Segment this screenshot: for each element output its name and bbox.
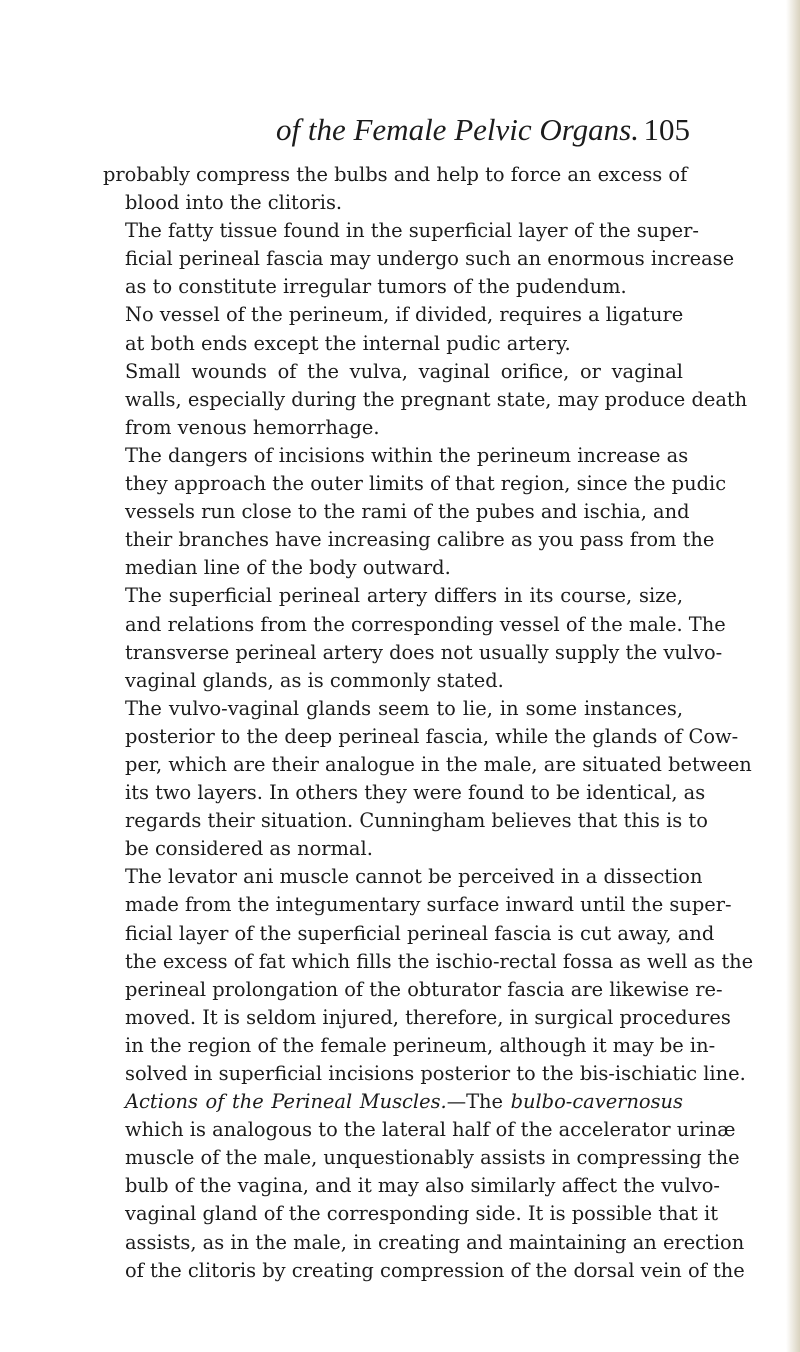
text-line: which is analogous to the lateral half of the accelerator urinæ	[125, 1118, 736, 1142]
text-line: No vessel of the perineum, if divided, requires a ligature	[125, 303, 684, 327]
text-line: and relations from the corresponding vessel of the male. The	[125, 612, 726, 636]
text-line: its two layers. In others they were found to be identical, as	[125, 781, 706, 805]
text-line: assists, as in the male, in creating and maintaining an erection	[125, 1230, 745, 1254]
text-line: The vulvo-vaginal glands seem to lie, in some instances,	[125, 696, 683, 720]
text-line: vaginal gland of the corresponding side. It is possible that it	[125, 1202, 719, 1226]
text-line: The dangers of incisions within the perineum increase as	[125, 443, 689, 467]
text-line: The superficial perineal artery differs in its course, size,	[125, 584, 683, 608]
text-line: walls, especially during the pregnant state, may produce death	[125, 387, 748, 411]
running-header	[276, 110, 690, 150]
actions-section-line	[103, 1088, 683, 1116]
text-line: solved in superficial incisions posterior to the bis-ischiatic line.	[125, 1062, 746, 1085]
text-line: The fatty tissue found in the superficial layer of the super-	[125, 219, 699, 243]
italic-term: bulbo-cavernosus	[510, 1090, 683, 1114]
text-line: at both ends except the internal pudic artery.	[125, 331, 571, 355]
text-line: median line of the body outward.	[125, 556, 451, 580]
text-line: the excess of fat which fills the ischio-rectal fossa as well as the	[125, 949, 754, 973]
text-line: from venous hemorrhage.	[125, 415, 380, 439]
text-line: vaginal glands, as is commonly stated.	[125, 668, 504, 692]
section-heading: Actions of the Perineal Muscles.	[125, 1090, 447, 1114]
text-line: made from the integumentary surface inward until the super-	[125, 893, 732, 917]
page-edge-shadow	[786, 0, 800, 1352]
text-line: transverse perineal artery does not usually supply the vulvo-	[125, 640, 723, 664]
text-line: as to constitute irregular tumors of the pudendum.	[125, 275, 627, 299]
text-line: blood into the clitoris.	[125, 191, 343, 215]
text-line: muscle of the male, unquestionably assists in compressing the	[125, 1146, 740, 1170]
text-line: vessels run close to the rami of the pubes and ischia, and	[125, 500, 690, 524]
text-line: moved. It is seldom injured, therefore, in surgical procedures	[125, 1005, 731, 1029]
text-line: of the clitoris by creating compression of the dorsal vein of the	[125, 1258, 745, 1282]
text-line: bulb of the vagina, and it may also similarly affect the vulvo-	[125, 1174, 720, 1198]
text-line: posterior to the deep perineal fascia, while the glands of Cow-	[125, 724, 739, 748]
text-line: ficial layer of the superficial perineal fascia is cut away, and	[125, 921, 715, 945]
body-text	[103, 161, 754, 1285]
text-line: perineal prolongation of the obturator fascia are likewise re-	[125, 977, 723, 1001]
text-line: their branches have increasing calibre as you pass from the	[125, 528, 715, 552]
text-line: The levator ani muscle cannot be perceived in a dissection	[125, 865, 703, 889]
page-number: 105	[643, 112, 690, 147]
text-line: per, which are their analogue in the male, are situated between	[125, 752, 752, 776]
text-line: regards their situation. Cunningham believes that this is to	[125, 809, 708, 833]
text-line: they approach the outer limits of that region, since the pudic	[125, 472, 727, 496]
text-line: in the region of the female perineum, although it may be in-	[125, 1033, 716, 1057]
heading-dash: —The	[446, 1090, 511, 1114]
text-line: be considered as normal.	[125, 837, 373, 861]
running-title: of the Female Pelvic Organs.	[276, 112, 639, 147]
text-line: probably compress the bulbs and help to force an excess of	[103, 163, 688, 186]
text-line: ficial perineal fascia may undergo such an enormous increase	[125, 247, 735, 271]
text-line: Small wounds of the vulva, vaginal orifice, or vaginal	[125, 359, 683, 383]
